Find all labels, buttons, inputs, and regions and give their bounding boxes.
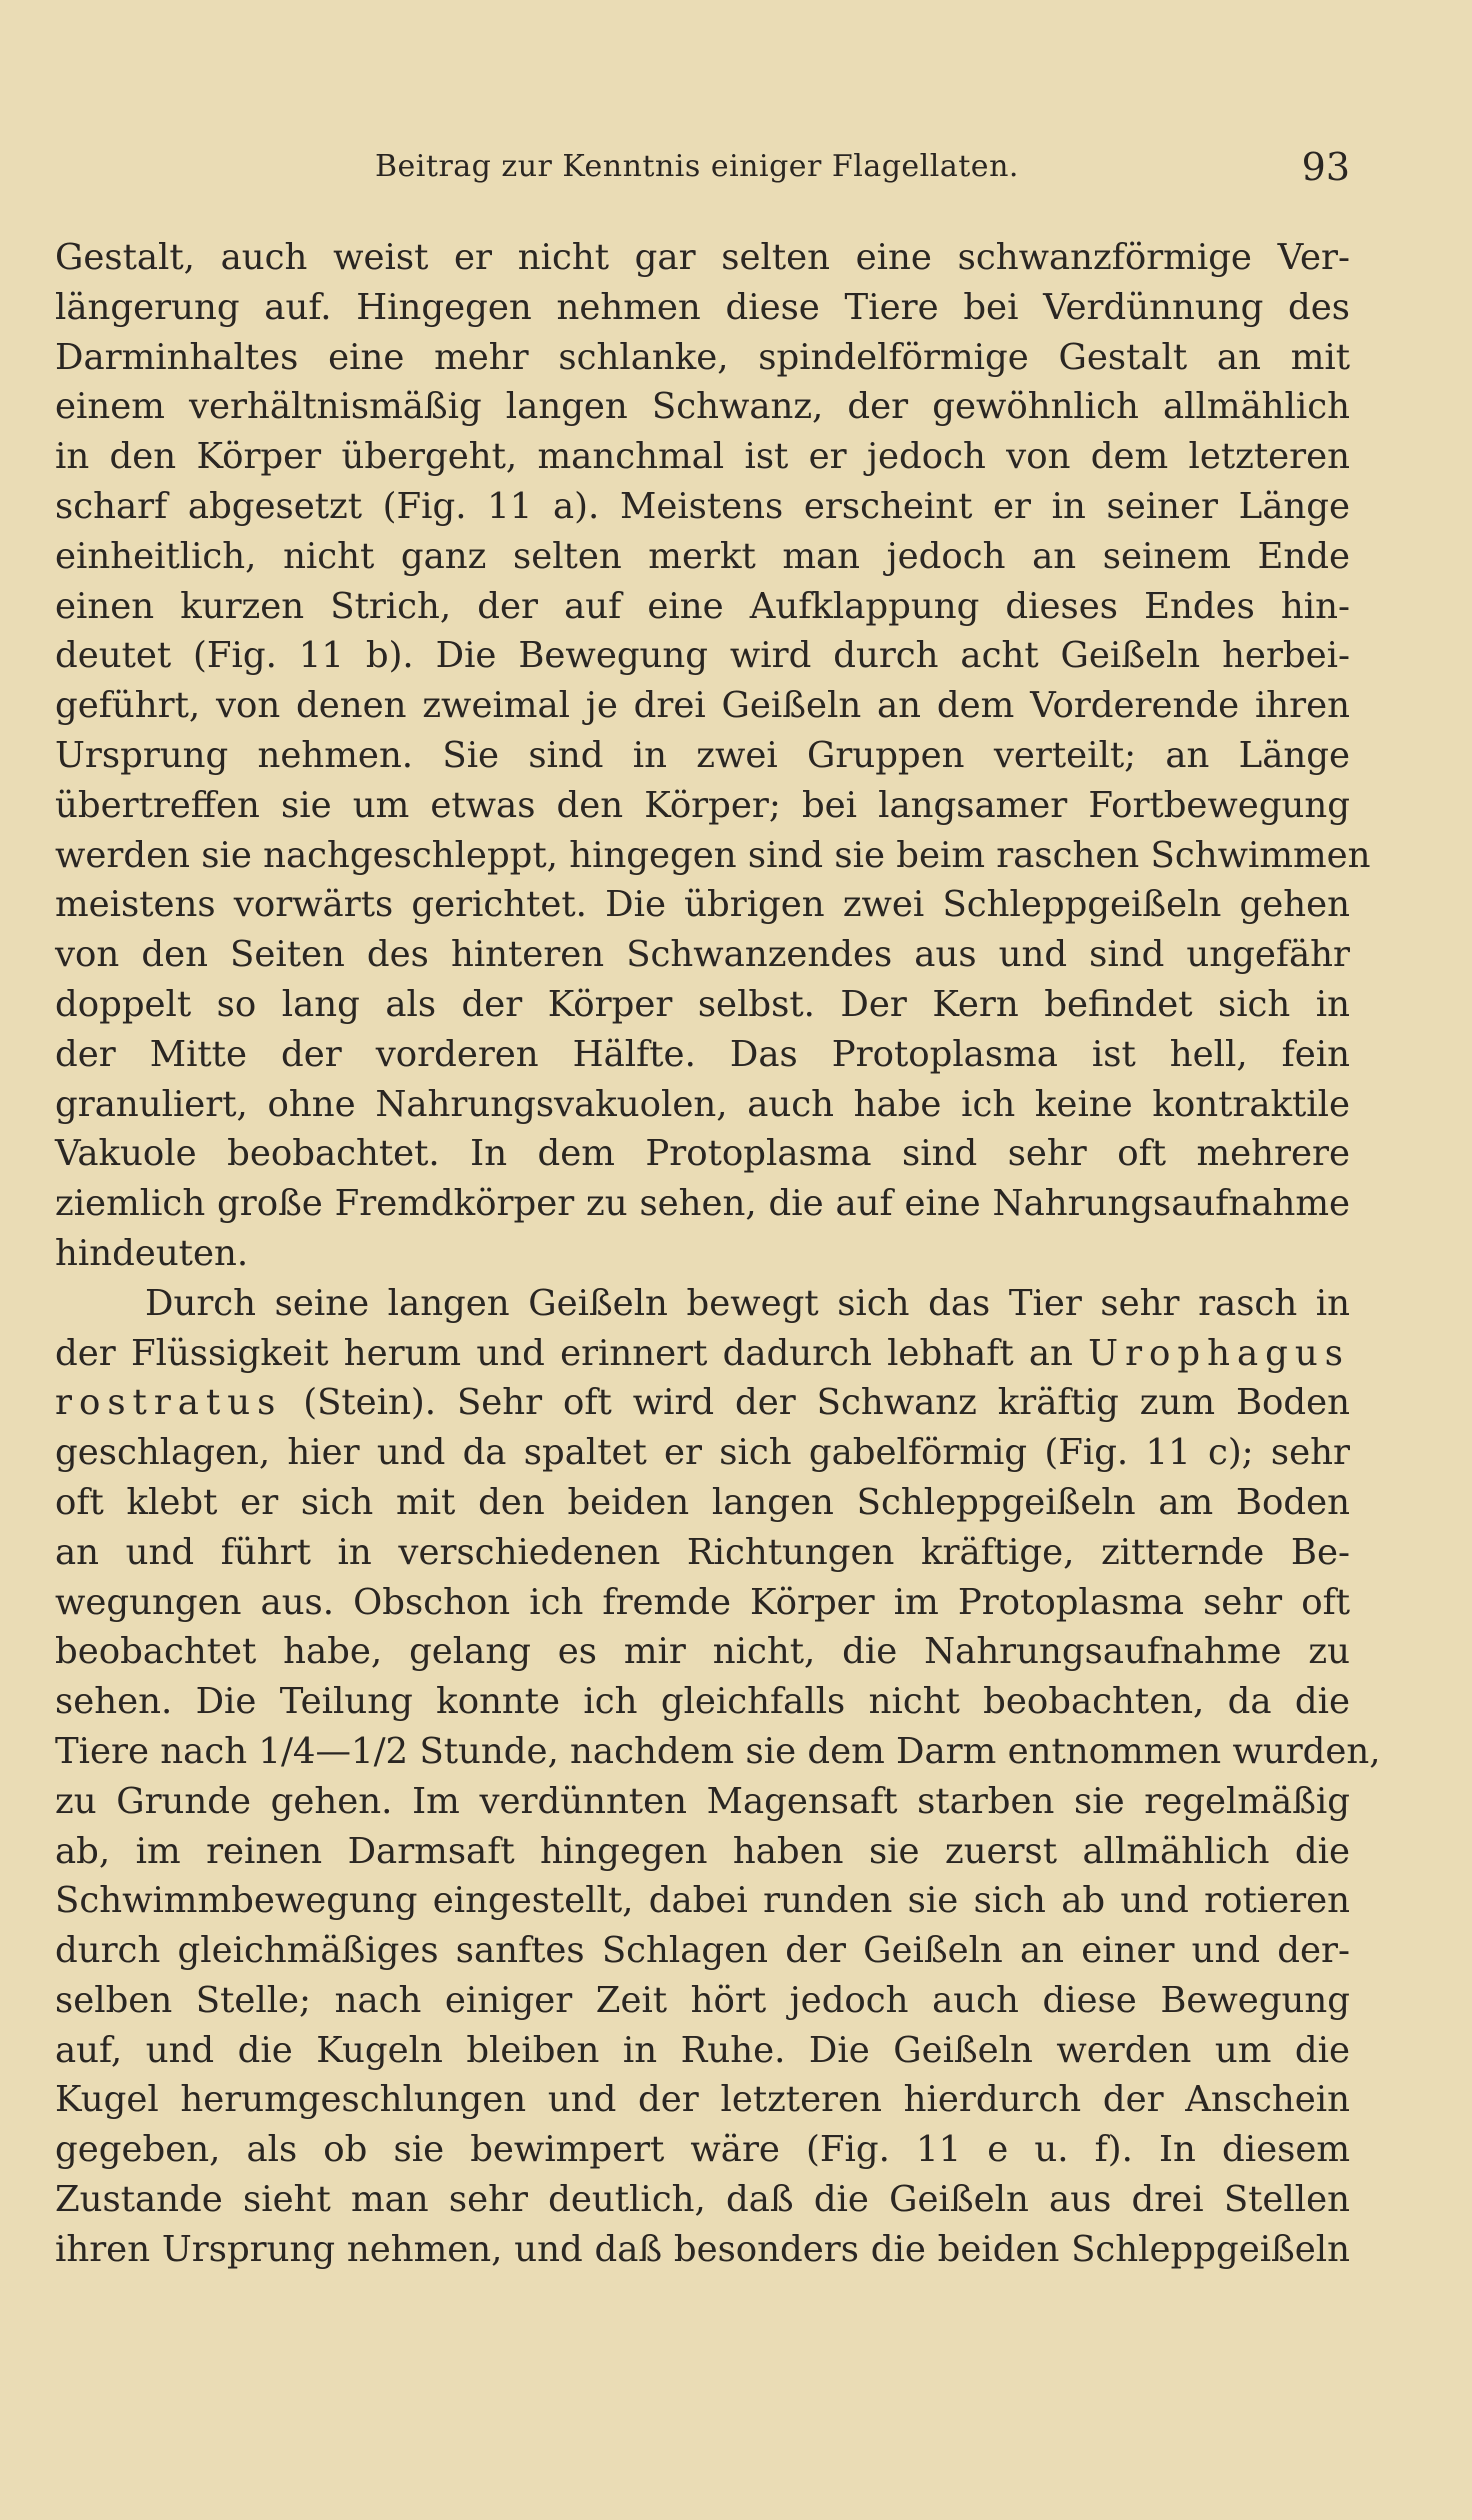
text-line: an und führt in verschiedenen Richtungen kräftige, zitternde Be- [55, 1531, 1350, 1573]
text-line: meistens vorwärts gerichtet. Die übrigen zwei Schleppgeißeln gehen [55, 884, 1350, 926]
line-text: Tiere nach [55, 1730, 248, 1772]
text-line: deutet (Fig. 11 b). Die Bewegung wird durch acht Geißeln herbei- [55, 635, 1350, 677]
text-line: in den Körper übergeht, manchmal ist er jedoch von dem letzteren [55, 436, 1350, 478]
line-text: der Flüssigkeit herum und erinnert dadurch lebhaft an [55, 1332, 1073, 1374]
text-line: Kugel herumgeschlungen und der letzteren hierdurch der Anschein [55, 2079, 1350, 2121]
text-line: längerung auf. Hingegen nehmen diese Tiere bei Verdünnung des [55, 286, 1350, 328]
text-line: hindeuten. [55, 1232, 249, 1274]
text-line: einem verhältnismäßig langen Schwanz, der gewöhnlich allmählich [55, 386, 1350, 428]
text-line: Darminhaltes eine mehr schlanke, spindelförmige Gestalt an mit [55, 336, 1350, 378]
text-line: doppelt so lang als der Körper selbst. Der Kern befindet sich in [55, 983, 1350, 1025]
text-line: auf, und die Kugeln bleiben in Ruhe. Die Geißeln werden um die [55, 2029, 1350, 2071]
text-line: Ursprung nehmen. Sie sind in zwei Gruppen verteilt; an Länge [55, 734, 1350, 776]
text-line: ziemlich große Fremdkörper zu sehen, die auf eine Nahrungsaufnahme [55, 1183, 1350, 1225]
text-line: Schwimmbewegung eingestellt, dabei runden sie sich ab und rotieren [55, 1880, 1350, 1922]
text-line: sehen. Die Teilung konnte ich gleichfalls nicht beobachten, da die [55, 1681, 1350, 1723]
taxon-name: Urophagus [1088, 1332, 1350, 1374]
text-line: einheitlich, nicht ganz selten merkt man jedoch an seinem Ende [55, 535, 1350, 577]
text-line: oft klebt er sich mit den beiden langen Schleppgeißeln am Boden [55, 1481, 1350, 1523]
text-line: beobachtet habe, gelang es mir nicht, die Nahrungsaufnahme zu [55, 1631, 1350, 1673]
text-line: gegeben, als ob sie bewimpert wäre (Fig. 11 e u. f). In diesem [55, 2129, 1350, 2171]
text-line: werden sie nachgeschleppt, hingegen sind sie beim raschen Schwimmen [55, 834, 1371, 876]
text-line: übertreffen sie um etwas den Körper; bei langsamer Fortbewegung [55, 784, 1350, 826]
page-number: 93 [1301, 145, 1350, 189]
running-title: Beitrag zur Kenntnis einiger Flagellaten. [375, 149, 1019, 184]
taxon-name: rostratus [55, 1382, 283, 1424]
text-line: der Mitte der vorderen Hälfte. Das Protoplasma ist hell, fein [55, 1033, 1350, 1075]
body-text [55, 233, 1381, 2275]
text-line: ihren Ursprung nehmen, und daß besonders die beiden Schleppgeißeln [55, 2228, 1350, 2270]
text-line: Zustande sieht man sehr deutlich, daß die Geißeln aus drei Stellen [55, 2179, 1350, 2221]
text-line [55, 1329, 1350, 1379]
line-text: (Stein). Sehr oft wird der Schwanz kräftig zum Boden [303, 1382, 1350, 1424]
text-line: zu Grunde gehen. Im verdünnten Magensaft starben sie regelmäßig [55, 1780, 1350, 1822]
text-line: selben Stelle; nach einiger Zeit hört jedoch auch diese Bewegung [55, 1979, 1350, 2021]
text-line: scharf abgesetzt (Fig. 11 a). Meistens erscheint er in seiner Länge [55, 485, 1350, 527]
line-text: Stunde, nachdem sie dem Darm entnommen wurden, [419, 1730, 1381, 1772]
text-line: Durch seine langen Geißeln bewegt sich das Tier sehr rasch in [145, 1282, 1350, 1324]
text-line: Gestalt, auch weist er nicht gar selten eine schwanzförmige Ver- [55, 237, 1350, 278]
text-line: geschlagen, hier und da spaltet er sich gabelförmig (Fig. 11 c); sehr [55, 1432, 1350, 1474]
text-line: durch gleichmäßiges sanftes Schlagen der Geißeln an einer und der- [55, 1930, 1350, 1972]
text-line: ab, im reinen Darmsaft hingegen haben sie zuerst allmählich die [55, 1830, 1350, 1872]
text-line [55, 1727, 1381, 1777]
text-line: geführt, von denen zweimal je drei Geißeln an dem Vorderende ihren [55, 685, 1350, 727]
page-header [60, 145, 1350, 195]
text-line: wegungen aus. Obschon ich fremde Körper im Protoplasma sehr oft [55, 1581, 1350, 1623]
text-line: granuliert, ohne Nahrungsvakuolen, auch habe ich keine kontraktile [55, 1083, 1350, 1125]
text-line: einen kurzen Strich, der auf eine Aufklappung dieses Endes hin- [55, 585, 1350, 627]
fraction-range: 1/4—1/2 [258, 1730, 409, 1772]
text-line: Vakuole beobachtet. In dem Protoplasma sind sehr oft mehrere [55, 1133, 1350, 1175]
text-line: von den Seiten des hinteren Schwanzendes aus und sind ungefähr [55, 934, 1350, 976]
text-line [55, 1378, 1350, 1428]
